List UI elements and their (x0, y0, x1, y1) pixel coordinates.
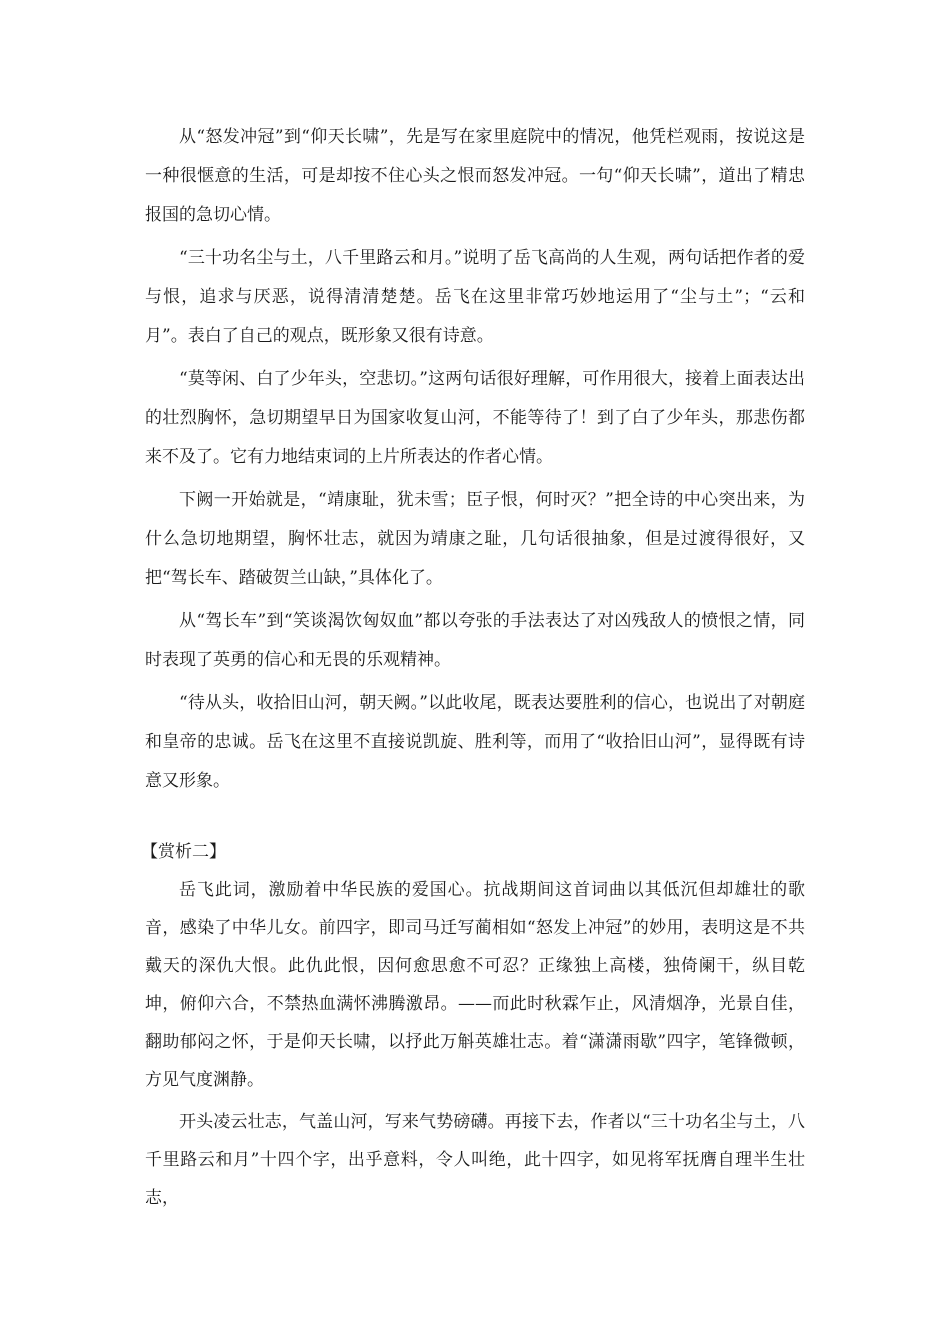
section-heading-shangxi-er: 【赏析二】 (141, 842, 226, 862)
paragraph-jingkang-chi: 下阙一开始就是，“靖康耻，犹未雪；臣子恨，何时灭？”把全诗的中心突出来，为什么急切地期望，胸怀壮志，就因为靖康之耻，几句话很抽象，但是过渡得很好，又把“驾长车、踏破贺兰山缺，”具体化了。 (145, 490, 805, 588)
paragraph-chongguan-changxiao: 从“怒发冲冠”到“仰天长啸”，先是写在家里庭院中的情况，他凭栏观雨，按说这是一种很惬意的生活，可是却按不住心头之恨而怒发冲冠。一句“仰天长啸”，道出了精忠报国的急切心情。 (145, 127, 805, 225)
paragraph-yuefei-ci: 岳飞此词，激励着中华民族的爱国心。抗战期间这首词曲以其低沉但却雄壮的歌音，感染了中华儿女。前四字，即司马迁写蔺相如“怒发上冲冠”的妙用，表明这是不共戴天的深仇大恨。此仇此恨，因何愈思愈不可忍？正缘独上高楼，独倚阑干，纵目乾坤，俯仰六合，不禁热血满怀沸腾激昂。——而此时秋霖乍止，风清烟净，光景自佳，翻助郁闷之怀，于是仰天长啸，以抒此万斛英雄壮志。着“潇潇雨歇”四字，笔锋微顿，方见气度渊静。 (145, 880, 805, 1090)
paragraph-dai-congtou: “待从头，收拾旧山河，朝天阙。”以此收尾，既表达要胜利的信心，也说出了对朝庭和皇帝的忠诚。岳飞在这里不直接说凯旋、胜利等，而用了“收拾旧山河”，显得既有诗意又形象。 (145, 693, 805, 791)
paragraph-lingyun-zhuangzhi: 开头凌云壮志，气盖山河，写来气势磅礴。再接下去，作者以“三十功名尘与土，八千里路云和月”十四个字，出乎意料，令人叫绝，此十四字，如见将军抚膺自理半生壮志， (145, 1112, 805, 1208)
document-page (141, 118, 805, 1217)
paragraph-jia-changche: 从“驾长车”到“笑谈渴饮匈奴血”都以夸张的手法表达了对凶残敌人的愤恨之情，同时表现了英勇的信心和无畏的乐观精神。 (145, 611, 805, 670)
paragraph-sanshi-gongming: “三十功名尘与土，八千里路云和月。”说明了岳飞高尚的人生观，两句话把作者的爱与恨，追求与厌恶，说得清清楚楚。岳飞在这里非常巧妙地运用了“尘与土”；“云和月”。表白了自己的观点，既形象又很有诗意。 (145, 248, 805, 346)
paragraph-mo-dengxian: “莫等闲、白了少年头，空悲切。”这两句话很好理解，可作用很大，接着上面表达出的壮烈胸怀，急切期望早日为国家收复山河，不能等待了！到了白了少年头，那悲伤都来不及了。它有力地结束词的上片所表达的作者心情。 (145, 369, 805, 467)
